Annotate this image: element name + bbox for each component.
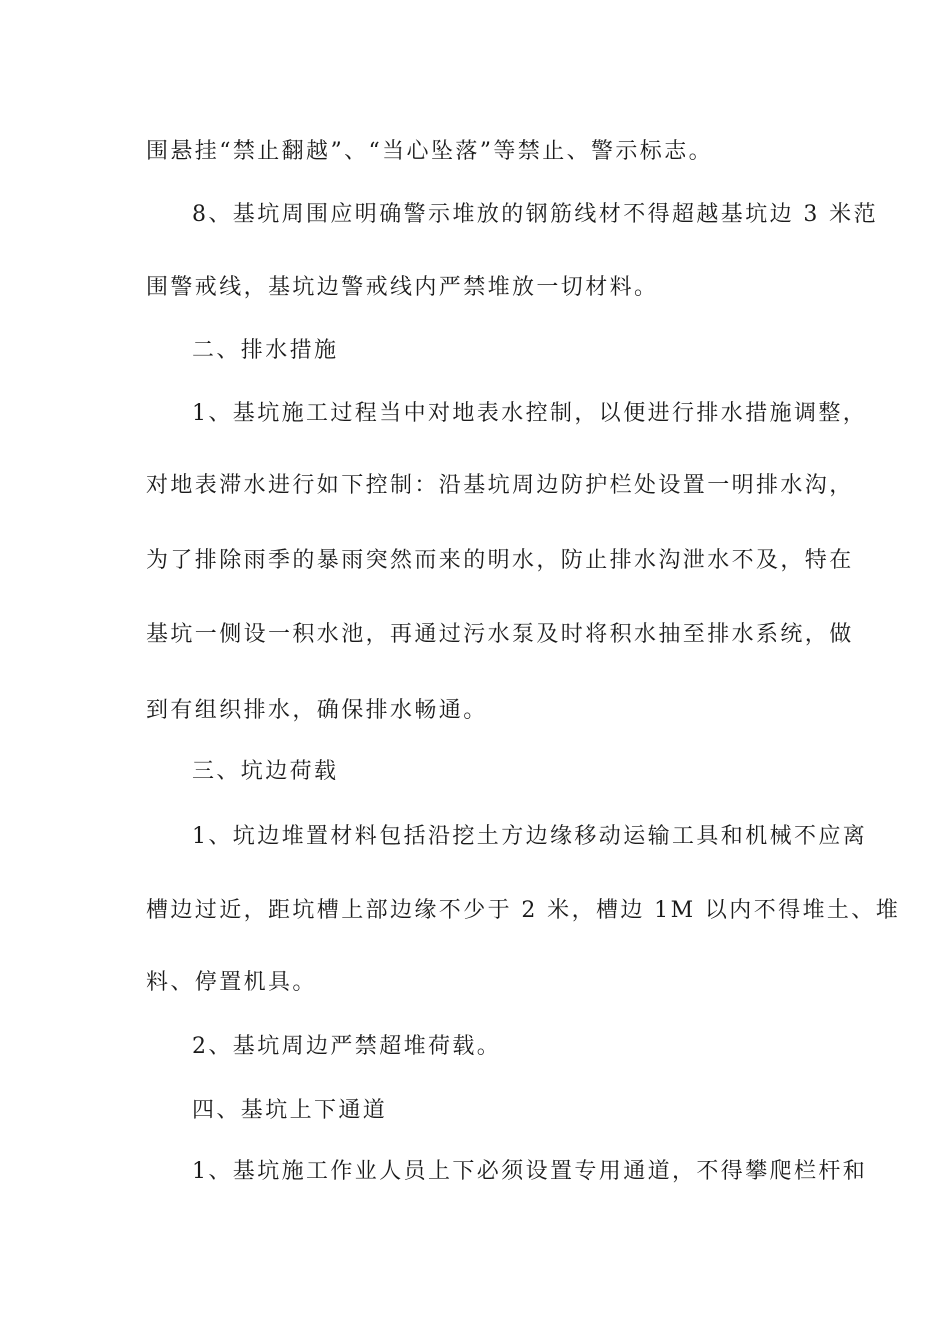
paragraph-line: 1、坑边堆置材料包括沿挖土方边缘移动运输工具和机械不应离 xyxy=(192,824,868,849)
paragraph-line: 为了排除雨季的暴雨突然而来的明水，防止排水沟泄水不及，特在 xyxy=(146,548,854,573)
paragraph-line: 槽边过近，距坑槽上部边缘不少于 2 米，槽边 1M 以内不得堆土、堆 xyxy=(146,898,901,923)
paragraph-line: 围警戒线，基坑边警戒线内严禁堆放一切材料。 xyxy=(146,275,659,300)
paragraph-line: 1、基坑施工作业人员上下必须设置专用通道，不得攀爬栏杆和 xyxy=(192,1159,868,1184)
paragraph-line: 8、基坑周围应明确警示堆放的钢筋线材不得超越基坑边 3 米范 xyxy=(192,202,878,227)
section-heading: 三、坑边荷载 xyxy=(192,759,339,784)
section-heading: 四、基坑上下通道 xyxy=(192,1098,388,1123)
paragraph-line: 到有组织排水，确保排水畅通。 xyxy=(146,698,488,723)
paragraph-line: 2、基坑周边严禁超堆荷载。 xyxy=(192,1034,502,1059)
paragraph-line: 1、基坑施工过程当中对地表水控制，以便进行排水措施调整， xyxy=(192,401,868,426)
paragraph-line: 基坑一侧设一积水池，再通过污水泵及时将积水抽至排水系统，做 xyxy=(146,622,854,647)
paragraph-line: 对地表滞水进行如下控制：沿基坑周边防护栏处设置一明排水沟， xyxy=(146,473,854,498)
paragraph-line: 围悬挂“禁止翻越”、“当心坠落”等禁止、警示标志。 xyxy=(146,139,713,164)
paragraph-line: 料、停置机具。 xyxy=(146,970,317,995)
section-heading: 二、排水措施 xyxy=(192,338,339,363)
